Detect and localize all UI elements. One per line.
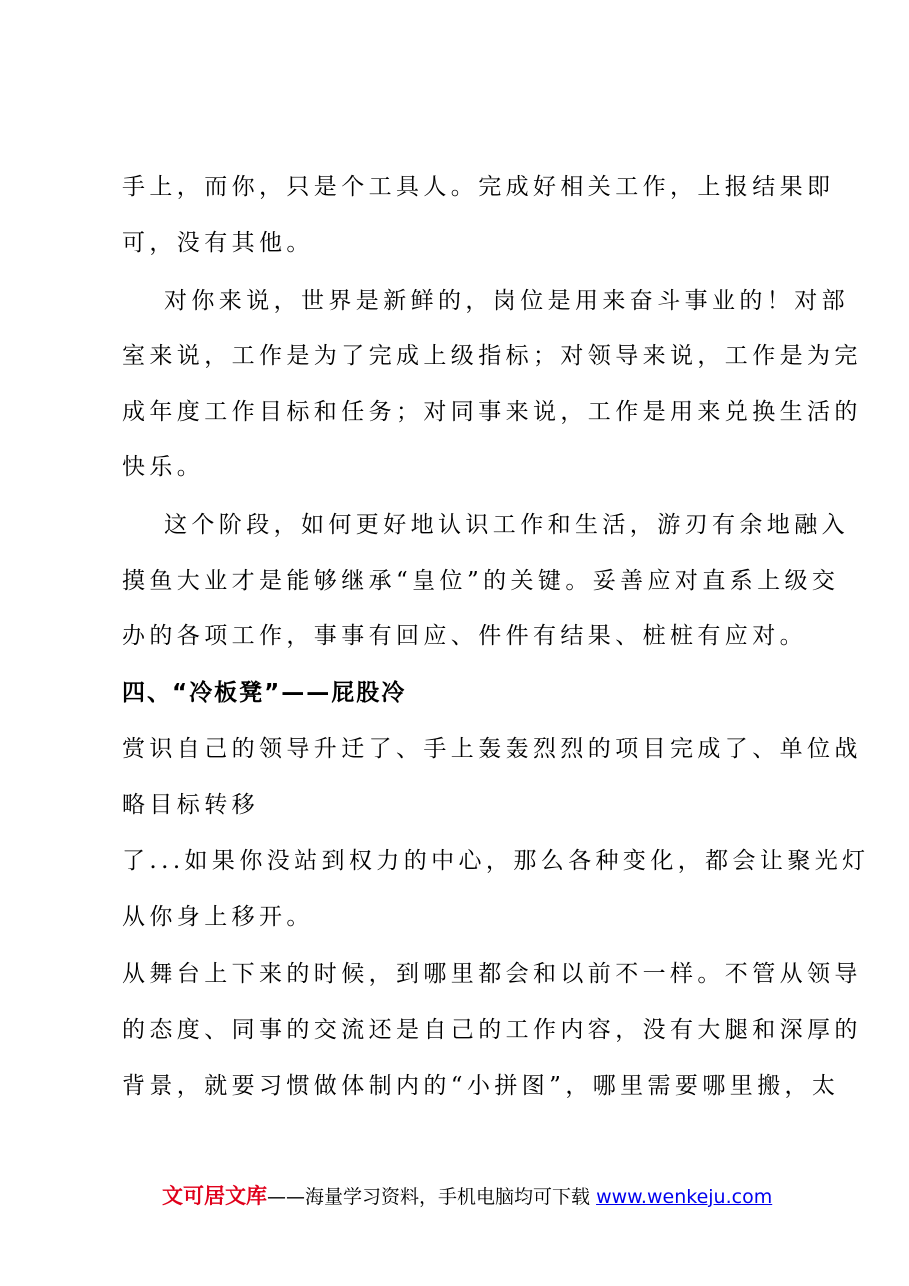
- text-line: 手上，而你，只是个工具人。完成好相关工作，上报结果即: [122, 174, 835, 200]
- paragraph-start-line: 这个阶段，如何更好地认识工作和生活，游刃有余地融入: [164, 512, 849, 538]
- text-line: 成年度工作目标和任务；对同事来说，工作是用来兑换生活的: [122, 399, 862, 425]
- text-line: 快乐。: [122, 454, 205, 480]
- text-line: 了...如果你没站到权力的中心，那么各种变化，都会让聚光灯: [122, 848, 870, 874]
- text-line: 背景，就要习惯做体制内的“小拼图”，哪里需要哪里搬，太: [122, 1073, 840, 1099]
- text-line: 略目标转移: [122, 792, 259, 818]
- text-line: 可，没有其他。: [122, 230, 314, 256]
- footer-website-link[interactable]: www.wenkeju.com: [596, 1186, 773, 1208]
- section-heading: 四、“冷板凳”——屁股冷: [122, 680, 407, 706]
- page-footer: [162, 1181, 772, 1212]
- text-line: 从舞台上下来的时候，到哪里都会和以前不一样。不管从领导: [122, 961, 862, 987]
- footer-brand: 文可居文库: [162, 1184, 267, 1208]
- paragraph-start-line: 对你来说，世界是新鲜的，岗位是用来奋斗事业的！对部: [164, 288, 849, 314]
- text-line: 摸鱼大业才是能够继承“皇位”的关键。妥善应对直系上级交: [122, 568, 840, 594]
- footer-tagline: ——海量学习资料，手机电脑均可下载: [267, 1186, 591, 1208]
- text-line: 的态度、同事的交流还是自己的工作内容，没有大腿和深厚的: [122, 1017, 862, 1043]
- text-line: 室来说，工作是为了完成上级指标；对领导来说，工作是为完: [122, 343, 862, 369]
- text-line: 从你身上移开。: [122, 904, 314, 930]
- text-line: 办的各项工作，事事有回应、件件有结果、桩桩有应对。: [122, 623, 807, 649]
- text-line: 赏识自己的领导升迁了、手上轰轰烈烈的项目完成了、单位战: [122, 736, 862, 762]
